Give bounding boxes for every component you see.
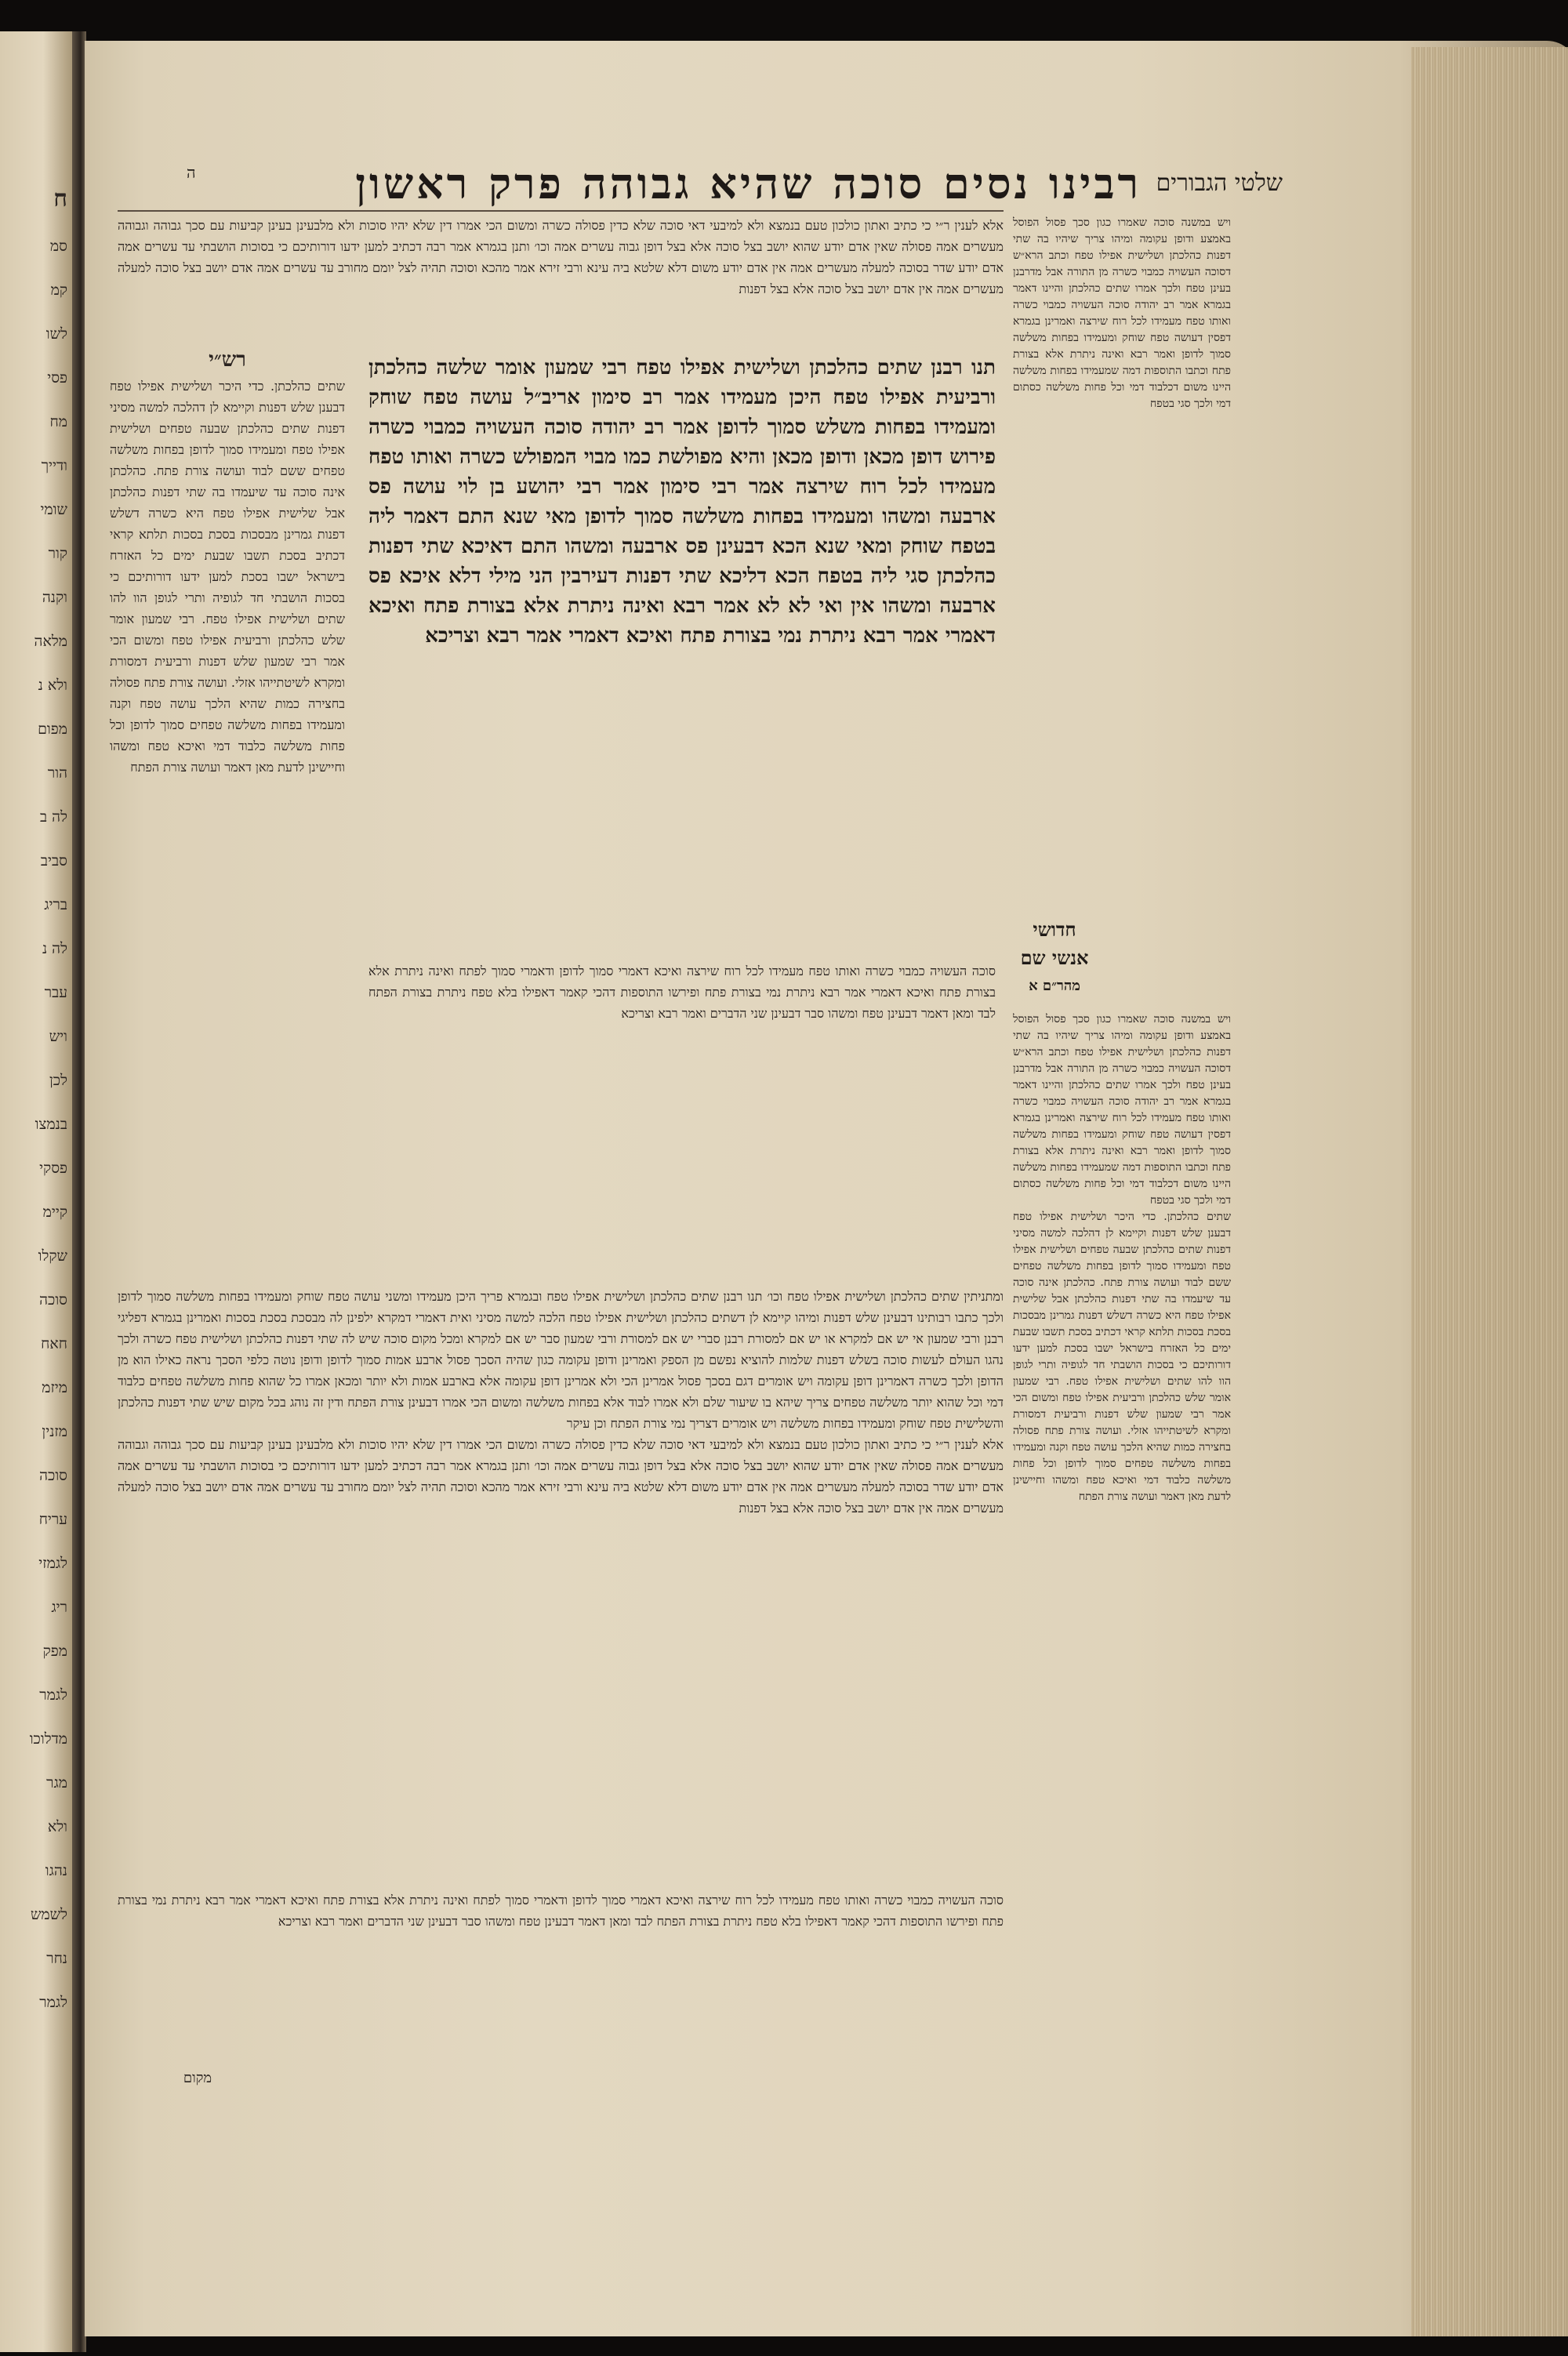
center-commentary-text: סוכה העשויה כמבוי כשרה ואותו טפח מעמידו לכל רוח שירצה ואיכא דאמרי סמוך לדופן ודאמרי סמוך לפתח ואינה ניתרת אלא בצורת פתח ואיכא דאמרי אמר רבא ניתרת נמי בצורת פתח ופירשו התוספות דהכי קאמר דאפילו בלא טפח ניתרת בצורת הפתח לבד ומאן דאמר דבעינן טפח ומשהו סבר דבעינן שני הדברים ואמר רבא וצריכא: [368, 964, 996, 1021]
left-page-fragment: וקנה: [42, 589, 67, 606]
left-page-edge: [0, 31, 72, 2352]
bottom-commentary-text: סוכה העשויה כמבוי כשרה ואותו טפח מעמידו לכל רוח שירצה ואיכא דאמרי סמוך לדופן ודאמרי סמוך לפתח ואינה ניתרת אלא בצורת פתח ואיכא דאמרי אמר רבא ניתרת נמי בצורת פתח ופירשו התוספות דהכי קאמר דאפילו בלא טפח ניתרת בצורת הפתח לבד ומאן דאמר דבעינן טפח ומשהו סבר דבעינן שני הדברים ואמר רבא וצריכא: [118, 1893, 1004, 1929]
left-page-fragment: פסקי: [39, 1160, 67, 1177]
left-page-fragment: מלאה: [34, 633, 67, 650]
left-page-fragment: פסי: [47, 369, 67, 387]
left-page-fragment: סמ: [49, 238, 67, 255]
center-commentary: [368, 960, 996, 1274]
left-page-fragment: ח: [53, 185, 67, 212]
left-page-fragment: הור: [47, 764, 67, 782]
left-page-fragment: ודייך: [41, 457, 67, 474]
left-page-fragment: מיזמ: [42, 1379, 67, 1396]
left-page-fragment: לה ב: [39, 808, 67, 826]
page-title: רבינו נסים סוכה שהיא גבוהה פרק ראשון: [355, 158, 1142, 209]
left-page-fragment: שומי: [40, 501, 67, 518]
lower-commentary-text-2: אלא לענין ר״י כי כתיב ואתון כולכון טעם בנמצא ולא למיבעי דאי סוכה שלא כדין פסולה כשרה ומשום הכי אמרו דין שלא יהיו סוכות ולא מלבעינן בעינן קביעות עם סכך גבוהה וגבוהה מעשרים אמה פסולה שאין אדם יודע שהוא יושב בצל סוכה אלא בצל דופן גבוה עשרים אמה וכו׳ ותנן בגמרא אמר רבה דכתיב למען ידעו דורותיכם כי בסוכות הושבתי עד עשרים אמה אדם יודע שדר בסוכה למעלה מעשרים אמה אין אדם יודע משום דלא שלטא ביה עינא ורבי זירא אמר מהכא וסוכה תהיה לצל יומם מחורב עד עשרים אמה אדם יושב בצל סוכה למעלה מעשרים אמה אין אדם יושב בצל סוכה אלא בצל דפנות: [118, 1437, 1004, 1516]
gemara-main-text-body: תנו רבנן שתים כהלכתן ושלישית אפילו טפח רבי שמעון אומר שלשה כהלכתן ורביעית אפילו טפח היכן מעמידו אמר רב סימון אריב״ל עושה טפח שוחק ומעמידו בפחות משלש סמוך לדופן אמר רב יהודה סוכה העשויה כמבוי כשרה פירוש דופן מכאן ודופן מכאן והיא מפולשת כמו מבוי המפולש כשרה ואותו טפח מעמידו לכל רוח שירצה אמר רבי סימון אמר רבי יהושע בן לוי עושה פס ארבעה ומשהו ומעמידו בפחות משלשה סמוך לדופן מאי שנא התם דאמר ליה בטפח שוחק ומאי שנא הכא דבעינן פס ארבעה ומשהו התם דאיכא שתי דפנות כהלכתן סגי ליה בטפח הכא דליכא שתי דפנות דעירבין הני מילי דלא איכא פס ארבעה ומשהו אין ואי לא לא אמר רבא ואינה ניתרת אלא בצורת פתח ואיכא דאמרי אמר רבא ניתרת נמי בצורת פתח ואיכא דאמרי אמר רבא וצריכא: [368, 356, 996, 648]
page-fore-edge: [1411, 47, 1568, 2336]
right-margin-gloss-text: ויש במשנה סוכה שאמרו כגון סכך פסול הפוסל באמצע ודופן עקומה ומיהו צריך שיהיו בה שתי דפנות כהלכתן ושלישית אפילו טפח וכתב הרא״ש דסוכה העשויה כמבוי כשרה מן התורה אבל מדרבנן בעינן טפח ולכך אמרו שתים כהלכתן והיינו דאמר בגמרא אמר רב יהודה סוכה העשויה כמבוי כשרה ואותו טפח מעמידו לכל רוח שירצה ואמרינן בגמרא דפסין דעושה טפח שוחק ומעמידו בפחות משלשה סמוך לדופן ואמר רבא ואינה ניתרת אלא בצורת פתח וכתבו התוספות דמה שמעמידו בפחות משלשה היינו משום דכלבוד דמי וכל פחות משלשה כסתום דמי ולכך סגי בטפח: [1013, 216, 1231, 410]
left-page-fragment: ריג: [51, 1599, 67, 1616]
left-page-fragment: מפק: [42, 1643, 67, 1660]
catchword: [118, 2070, 212, 2101]
left-page-fragment: לגמזי: [38, 1555, 67, 1572]
lower-commentary-text: ומתניתין שתים כהלכתן ושלישית אפילו טפח וכו׳ תנו רבנן שתים כהלכתן ושלישית אפילו טפח ובגמרא פריך היכן מעמידו ומשני עושה טפח שוחק ומעמידו בפחות משלשה סמוך לדופן ולכך כתבו רבותינו דבעינן שלש דפנות ומיהו קיימא לן דשתים כהלכתן ושלישית אפילו טפח הלכה למשה מסיני ואית דאמרי דמקרא ילפינן לה מבסכת בסכת בסכות ואמרינן בגמרא דפליגי רבנן ורבי שמעון אי יש אם למקרא או יש אם למסורת רבנן סברי יש אם למסורת ורבי שמעון סבר יש אם למקרא ומכל מקום סוכה שיש לה שתי דפנות כהלכתן ושלישית טפח כשרה ולכך נהגו העולם לעשות סוכה בשלש דפנות שלמות להוציא נפשם מן הספק ואמרינן ודופן עקומה כגון שהיה הסכך פסול ארבע אמות סמוך לדופן ודופן נוטה כלפי הסכך נראה כאילו הוא מן הדופן ולכך כשרה דאמרינן דופן עקומה ויש אומרים דגם בסכך פסול אמרינן הכי ולא אמרינן דופן עקומה אלא בארבע אמות ולא יותר ומכאן אמרו כל שהוא פחות משלשה טפחים כלבוד דמי וכל שהוא יותר משלשה טפחים צריך שיהא בו שיעור שלם ולא אמרו לבוד אלא בפחות משלשה ומשום הכי אמרו דבעינן צורת הפתח ודין זה נוהג בכל מקום שיש שתי דפנות כהלכתן והשלישית טפח שוחק ומעמידו בפחות משלשה ויש אומרים דצריך נמי צורת הפתח וכן עיקר: [118, 1289, 1004, 1431]
rashi-column: [110, 345, 345, 1278]
left-page-fragment: ולא: [47, 1818, 67, 1835]
hidushei-line2: אנשי שם: [1020, 946, 1089, 969]
hidushei-line3: מהר״ם א: [1029, 978, 1080, 994]
right-margin-lower-gloss-text-2: שתים כהלכתן. כדי היכר ושלישית אפילו טפח דבענן שלש דפנות וקיימא לן דהלכה למשה מסיני דפנות שתים כהלכתן שבעה טפחים ושלישית אפילו טפח ומעמידו סמוך לדופן בפחות משלשה טפחים ששם לבוד ועושה צורת פתח. כהלכתן אינה סוכה עד שיעמדו בה שתי דפנות כהלכתן אבל שלישית אפילו טפח היא כשרה דשלש דפנות גמרינן מבסכות בסכת בסכות תלתא קראי דכתיב בסכת תשבו שבעת ימים כל האזרח בישראל ישבו בסכת למען ידעו דורותיכם כי בסכות הושבתי חד לגופיה ותרי לגופן הוו להו שתים ושלישית אפילו טפח. רבי שמעון אומר שלש כהלכתן ורביעית אפילו טפח ומשום הכי אמר רבי שמעון שלש דפנות ורביעית דמסורת ומקרא לשיטתייהו אזלי. ועושה צורת פתח פסולה בחצירה כמות שהיא הלכך עושה טפח וקנה ומעמידו בפחות משלשה טפחים סמוך לדופן וכל פחות משלשה כלבוד דמי ואיכא טפח ומשהו וחיישינן לדעת מאן דאמר ועושה צורת הפתח: [1013, 1211, 1231, 1503]
left-page-fragment: חאח: [41, 1335, 67, 1352]
top-commentary-text: אלא לענין ר״י כי כתיב ואתון כולכון טעם בנמצא ולא למיבעי דאי סוכה שלא כדין פסולה כשרה ומשום הכי אמרו דין שלא יהיו סוכות ולא מלבעינן בעינן קביעות עם סכך גבוהה וגבוהה מעשרים אמה פסולה שאין אדם יודע שהוא יושב בצל סוכה אלא בצל דופן גבוה עשרים אמה וכו׳ ותנן בגמרא אמר רבה דכתיב למען ידעו דורותיכם כי בסוכות הושבתי עד עשרים אמה אדם יודע שדר בסוכה למעלה מעשרים אמה אין אדם יודע משום דלא שלטא ביה עינא ורבי זירא אמר מהכא וסוכה תהיה לצל יומם מחורב עד עשרים אמה אדם יושב בצל סוכה למעלה מעשרים אמה אין אדם יושב בצל סוכה אלא בצל דפנות: [118, 218, 1004, 296]
hidushei-anshei-shem-label: [1011, 916, 1098, 1000]
header-rule: [118, 210, 1004, 212]
left-page-fragment: סביב: [40, 852, 67, 869]
left-page-fragment: בנמצו: [34, 1116, 67, 1133]
left-page-fragment: מזנין: [42, 1423, 67, 1440]
left-page-fragment: לגמר: [39, 1686, 67, 1704]
right-margin-gloss: [1013, 215, 1231, 905]
left-page-fragment: קור: [48, 545, 67, 562]
left-page-fragment: עבר: [44, 984, 67, 1001]
left-page-fragment: קיימ: [42, 1203, 67, 1221]
rashi-heading: רש״י: [209, 348, 246, 372]
header-shiltei-hagiborim: שלטי הגבורים: [1156, 169, 1283, 197]
left-page-fragment: מגר: [46, 1774, 67, 1792]
left-page-fragment: ולא נ: [38, 677, 67, 694]
left-page-fragment: מפום: [38, 721, 67, 738]
left-page-fragment: סוכה: [39, 1291, 67, 1309]
hidushei-line1: חדושי: [1033, 918, 1076, 941]
left-page-fragment: עריח: [38, 1511, 67, 1528]
running-header: [187, 158, 1283, 209]
top-commentary: [118, 215, 1004, 332]
left-page-fragment: לכן: [49, 1072, 67, 1089]
left-page-fragment: לה נ: [42, 940, 67, 957]
catchword-text: מקום: [183, 2070, 212, 2086]
left-page-fragment: נהגו: [45, 1862, 67, 1879]
header-folio-mark: ה: [187, 163, 196, 182]
left-page-fragment: סוכה: [39, 1467, 67, 1484]
left-page-fragment: לגמר: [39, 1994, 67, 2011]
left-page-fragment: מח: [49, 413, 67, 430]
left-page-fragment: לשמש: [30, 1906, 67, 1923]
left-page-fragment: לשו: [45, 325, 67, 343]
right-margin-lower-gloss-text: ויש במשנה סוכה שאמרו כגון סכך פסול הפוסל באמצע ודופן עקומה ומיהו צריך שיהיו בה שתי דפנות כהלכתן ושלישית אפילו טפח וכתב הרא״ש דסוכה העשויה כמבוי כשרה מן התורה אבל מדרבנן בעינן טפח ולכך אמרו שתים כהלכתן והיינו דאמר בגמרא אמר רב יהודה סוכה העשויה כמבוי כשרה ואותו טפח מעמידו לכל רוח שירצה ואמרינן בגמרא דפסין דעושה טפח שוחק ומעמידו בפחות משלשה סמוך לדופן ואמר רבא ואינה ניתרת אלא בצורת פתח וכתבו התוספות דמה שמעמידו בפחות משלשה היינו משום דכלבוד דמי וכל פחות משלשה כסתום דמי ולכך סגי בטפח: [1013, 1013, 1231, 1207]
left-page-fragment: מדלוכו: [29, 1730, 67, 1748]
rashi-text: שתים כהלכתן. כדי היכר ושלישית אפילו טפח דבענן שלש דפנות וקיימא לן דהלכה למשה מסיני דפנות שתים כהלכתן שבעה טפחים ושלישית אפילו טפח ומעמידו סמוך לדופן בפחות משלשה טפחים ששם לבוד ועושה צורת פתח. כהלכתן אינה סוכה עד שיעמדו בה שתי דפנות כהלכתן אבל שלישית אפילו טפח היא כשרה דשלש דפנות גמרינן מבסכות בסכת בסכות תלתא קראי דכתיב בסכת תשבו שבעת ימים כל האזרח בישראל ישבו בסכת למען ידעו דורותיכם כי בסכות הושבתי חד לגופיה ותרי לגופן הוו להו שתים ושלישית אפילו טפח. רבי שמעון אומר שלש כהלכתן ורביעית אפילו טפח ומשום הכי אמר רבי שמעון שלש דפנות ורביעית דמסורת ומקרא לשיטתייהו אזלי. ועושה צורת פתח פסולה בחצירה כמות שהיא הלכך עושה טפח וקנה ומעמידו בפחות משלשה טפחים סמוך לדופן וכל פחות משלשה כלבוד דמי ואיכא טפח ומשהו וחיישינן לדעת מאן דאמר ועושה צורת הפתח: [110, 379, 345, 775]
left-page-fragment: בריג: [44, 896, 67, 913]
left-page-fragment: קמ: [50, 281, 67, 299]
left-page-fragment: ויש: [49, 1028, 67, 1045]
gemara-main-text: [368, 353, 996, 957]
right-margin-lower-gloss: [1013, 1011, 1231, 1866]
bottom-commentary: [118, 1890, 1004, 2062]
left-page-fragment: נחר: [46, 1950, 67, 1967]
left-page-fragment: שקלו: [38, 1247, 67, 1265]
lower-commentary: [118, 1286, 1004, 1882]
